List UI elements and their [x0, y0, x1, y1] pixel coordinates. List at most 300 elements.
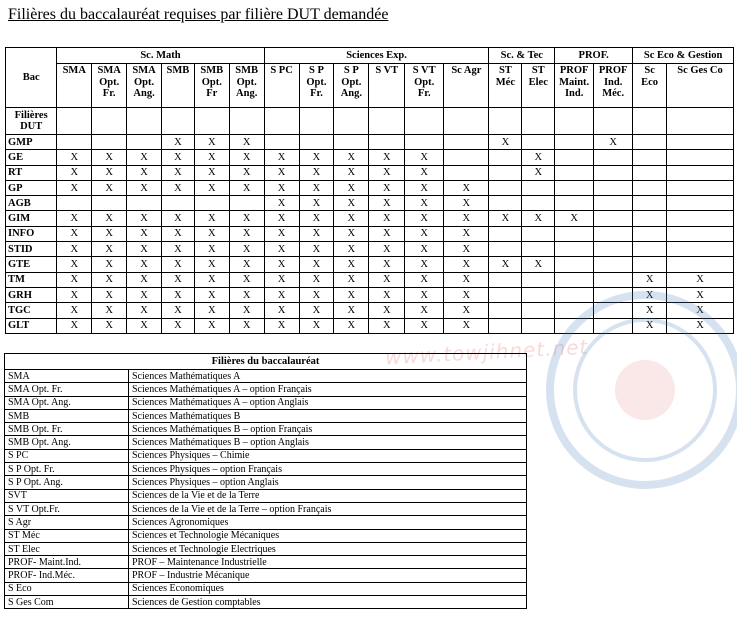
requirement-cell: X: [444, 180, 489, 195]
legend-row: [5, 582, 527, 595]
column-header-line: S VT: [412, 65, 436, 76]
requirement-cell: X: [405, 180, 444, 195]
filieres-label: Filières: [14, 109, 48, 121]
requirement-cell: X: [334, 318, 369, 333]
requirement-cell: [594, 150, 633, 165]
legend-code: SMB Opt. Fr.: [5, 423, 129, 436]
requirement-cell: X: [444, 257, 489, 272]
column-header-line: Fr.: [310, 88, 323, 99]
requirement-cell: X: [194, 287, 229, 302]
requirement-cell: X: [334, 257, 369, 272]
requirement-cell: X: [57, 272, 92, 287]
requirement-cell: [633, 196, 667, 211]
empty-header-cell: [229, 108, 264, 135]
requirement-cell: X: [369, 165, 405, 180]
empty-header-cell: [299, 108, 334, 135]
requirement-cell: [555, 226, 594, 241]
requirement-cell: X: [127, 242, 162, 257]
legend-description: Sciences et Technologie Mécaniques: [129, 529, 527, 542]
requirement-cell: [489, 242, 522, 257]
dut-name: TM: [6, 272, 57, 287]
column-header-line: Fr: [206, 88, 218, 99]
requirement-cell: X: [299, 303, 334, 318]
requirement-cell: X: [194, 272, 229, 287]
requirement-cell: X: [194, 180, 229, 195]
column-header-line: Ind.: [603, 76, 623, 88]
column-header-line: Fr.: [417, 88, 431, 99]
legend-description: Sciences Mathématiques B – option Français: [129, 423, 527, 436]
requirement-cell: [489, 226, 522, 241]
requirement-cell: [264, 135, 299, 150]
requirement-cell: X: [489, 257, 522, 272]
requirement-cell: X: [264, 257, 299, 272]
requirement-cell: X: [633, 272, 667, 287]
requirement-cell: [594, 196, 633, 211]
legend-description: Sciences de la Vie et de la Terre: [129, 489, 527, 502]
group-header: Sciences Exp.: [264, 48, 489, 64]
requirement-cell: X: [92, 165, 127, 180]
requirement-cell: X: [229, 272, 264, 287]
legend-row: [5, 556, 527, 569]
requirement-cell: X: [92, 257, 127, 272]
column-header-line: Sc Ges Co: [677, 65, 723, 76]
requirement-cell: [522, 196, 555, 211]
group-header-row: [6, 48, 734, 64]
legend-description: Sciences Mathématiques A – option Anglais: [129, 396, 527, 409]
legend-row: [5, 396, 527, 409]
requirement-cell: [489, 165, 522, 180]
column-header-line: SMA: [97, 65, 121, 76]
requirement-cell: X: [127, 226, 162, 241]
requirement-cell: X: [229, 165, 264, 180]
requirement-cell: X: [229, 318, 264, 333]
requirement-cell: X: [405, 272, 444, 287]
column-header-line: SMA: [62, 65, 86, 76]
requirement-cell: [594, 303, 633, 318]
requirement-cell: X: [334, 150, 369, 165]
bac-header: Bac: [6, 48, 57, 108]
column-header-line: Ind.: [564, 88, 584, 99]
column-header-line: SMB: [166, 65, 190, 76]
requirement-cell: [667, 196, 734, 211]
requirement-cell: X: [92, 242, 127, 257]
requirement-cell: [522, 318, 555, 333]
column-header-line: Opt.: [236, 76, 257, 88]
column-header: [194, 64, 229, 108]
requirement-cell: X: [299, 180, 334, 195]
column-header-line: S PC: [270, 65, 293, 76]
requirement-cell: [555, 257, 594, 272]
requirement-cell: X: [57, 318, 92, 333]
empty-header-cell: [555, 108, 594, 135]
requirement-cell: X: [299, 318, 334, 333]
requirement-cell: X: [127, 257, 162, 272]
requirement-cell: X: [264, 226, 299, 241]
requirement-cell: X: [369, 287, 405, 302]
requirement-cell: [667, 257, 734, 272]
legend-code: SMA: [5, 370, 129, 383]
requirement-cell: [633, 165, 667, 180]
column-header-line: Sc Agr: [451, 65, 482, 76]
requirement-cell: X: [369, 196, 405, 211]
requirement-cell: X: [264, 303, 299, 318]
legend-code: SMA Opt. Fr.: [5, 383, 129, 396]
requirement-cell: X: [264, 165, 299, 180]
legend-row: [5, 370, 527, 383]
group-header: Sc Eco & Gestion: [633, 48, 734, 64]
requirement-cell: X: [57, 150, 92, 165]
legend-row: [5, 409, 527, 422]
requirement-cell: X: [444, 272, 489, 287]
requirement-cell: X: [57, 165, 92, 180]
table-row: [6, 303, 734, 318]
dut-name: GLT: [6, 318, 57, 333]
column-header-line: Opt.: [341, 76, 362, 88]
legend-code: S P Opt. Fr.: [5, 463, 129, 476]
legend-row: [5, 502, 527, 515]
group-header: Sc. Math: [57, 48, 264, 64]
requirement-cell: X: [229, 150, 264, 165]
dut-name: AGB: [6, 196, 57, 211]
requirement-cell: X: [127, 303, 162, 318]
column-header-line: S P: [343, 65, 359, 76]
requirement-cell: X: [194, 257, 229, 272]
column-header-line: Opt.: [133, 76, 155, 88]
requirement-cell: [489, 272, 522, 287]
legend-header: Filières du baccalauréat: [5, 354, 527, 370]
column-header-line: Ang.: [340, 88, 362, 99]
column-header-line: Opt.: [99, 76, 120, 88]
empty-header-cell: [194, 108, 229, 135]
watermark-url: www.towjihnet.net: [384, 334, 589, 370]
column-header: [334, 64, 369, 108]
empty-header-cell: [264, 108, 299, 135]
requirement-cell: X: [667, 318, 734, 333]
requirement-cell: X: [57, 303, 92, 318]
requirement-cell: X: [522, 257, 555, 272]
requirement-cell: X: [264, 196, 299, 211]
requirement-cell: X: [444, 196, 489, 211]
empty-header-cell: [405, 108, 444, 135]
legend-description: PROF – Maintenance Industrielle: [129, 556, 527, 569]
requirement-cell: [633, 135, 667, 150]
requirement-cell: [489, 287, 522, 302]
empty-header-cell: [489, 108, 522, 135]
requirement-cell: X: [92, 211, 127, 226]
dut-name: GE: [6, 150, 57, 165]
table-row: [6, 180, 734, 195]
requirement-cell: X: [229, 180, 264, 195]
requirement-cell: [594, 287, 633, 302]
dut-name: GP: [6, 180, 57, 195]
requirement-cell: [594, 180, 633, 195]
legend-description: Sciences Mathématiques A – option Français: [129, 383, 527, 396]
requirement-cell: [555, 180, 594, 195]
column-header: [555, 64, 594, 108]
requirement-cell: [633, 257, 667, 272]
requirement-cell: X: [162, 303, 195, 318]
requirement-cell: X: [127, 211, 162, 226]
table-row: [6, 287, 734, 302]
requirement-cell: [522, 287, 555, 302]
column-header-line: Elec: [528, 76, 548, 88]
requirement-cell: X: [127, 180, 162, 195]
requirement-cell: X: [299, 150, 334, 165]
requirement-cell: [489, 150, 522, 165]
requirement-cell: [489, 303, 522, 318]
requirement-cell: X: [334, 303, 369, 318]
table-row: [6, 318, 734, 333]
requirement-cell: [522, 180, 555, 195]
legend-description: PROF – Industrie Mécanique: [129, 569, 527, 582]
requirement-cell: X: [489, 135, 522, 150]
requirement-cell: X: [369, 242, 405, 257]
requirement-cell: X: [369, 150, 405, 165]
legend-description: Sciences de la Vie et de la Terre – option Français: [129, 502, 527, 515]
column-header-line: Eco: [641, 76, 659, 88]
column-header-line: Opt.: [306, 76, 327, 88]
column-header-line: Ang.: [133, 88, 155, 99]
column-header-line: Sc: [644, 65, 655, 76]
column-header: [162, 64, 195, 108]
column-header-line: Maint.: [559, 76, 590, 88]
column-header-line: Méc.: [602, 88, 625, 99]
legend-description: Sciences Economiques: [129, 582, 527, 595]
requirement-cell: [444, 150, 489, 165]
requirement-cell: X: [162, 211, 195, 226]
legend-description: Sciences Mathématiques B: [129, 409, 527, 422]
column-header: [299, 64, 334, 108]
requirement-cell: X: [162, 318, 195, 333]
requirement-cell: X: [405, 211, 444, 226]
requirement-cell: X: [264, 318, 299, 333]
requirement-cell: X: [194, 165, 229, 180]
requirement-cell: X: [369, 257, 405, 272]
legend-code: SMB: [5, 409, 129, 422]
requirement-cell: X: [405, 303, 444, 318]
requirement-cell: X: [299, 272, 334, 287]
requirement-cell: X: [369, 303, 405, 318]
legend-row: [5, 476, 527, 489]
requirement-cell: [667, 150, 734, 165]
requirement-cell: X: [264, 272, 299, 287]
dut-name: GTE: [6, 257, 57, 272]
requirement-cell: X: [57, 211, 92, 226]
requirement-cell: [522, 226, 555, 241]
empty-header-cell: [92, 108, 127, 135]
table-row: [6, 150, 734, 165]
legend-code: S Agr: [5, 516, 129, 529]
requirement-cell: [633, 180, 667, 195]
requirement-cell: [594, 242, 633, 257]
table-row: [6, 226, 734, 241]
requirement-cell: X: [444, 287, 489, 302]
dut-name: GMP: [6, 135, 57, 150]
column-header-line: SMB: [235, 65, 259, 76]
requirement-cell: [555, 242, 594, 257]
dut-name: STID: [6, 242, 57, 257]
requirement-cell: [594, 165, 633, 180]
column-header-line: PROF: [559, 65, 589, 76]
group-header: Sc. & Tec: [489, 48, 555, 64]
requirement-cell: X: [522, 211, 555, 226]
page-title: Filières du baccalauréat requises par filière DUT demandée: [8, 6, 389, 23]
legend-code: SVT: [5, 489, 129, 502]
requirement-cell: [489, 318, 522, 333]
requirement-cell: X: [405, 150, 444, 165]
column-header-line: Opt.: [414, 76, 435, 88]
requirement-cell: [92, 196, 127, 211]
requirement-cell: X: [594, 135, 633, 150]
requirement-cell: X: [162, 180, 195, 195]
requirement-cell: [594, 211, 633, 226]
requirement-cell: X: [633, 303, 667, 318]
requirement-cell: X: [127, 272, 162, 287]
requirement-cell: [555, 318, 594, 333]
requirement-cell: X: [229, 226, 264, 241]
dut-name: INFO: [6, 226, 57, 241]
requirement-cell: X: [57, 287, 92, 302]
table-row: [6, 165, 734, 180]
legend-description: Sciences Physiques – option Anglais: [129, 476, 527, 489]
requirement-cell: [444, 165, 489, 180]
requirement-cell: X: [92, 318, 127, 333]
requirement-cell: X: [229, 135, 264, 150]
requirement-cell: [299, 135, 334, 150]
requirement-cell: X: [162, 272, 195, 287]
requirement-cell: [92, 135, 127, 150]
requirement-cell: X: [299, 257, 334, 272]
legend-row: [5, 489, 527, 502]
requirement-cell: [522, 135, 555, 150]
requirement-cell: X: [522, 150, 555, 165]
requirement-cell: X: [667, 272, 734, 287]
requirement-cell: X: [229, 287, 264, 302]
requirement-cell: X: [162, 257, 195, 272]
requirement-cell: [555, 196, 594, 211]
requirement-cell: X: [667, 287, 734, 302]
column-header: [369, 64, 405, 108]
legend-code: PROF- Ind.Méc.: [5, 569, 129, 582]
dut-name: GRH: [6, 287, 57, 302]
column-header-line: ST: [531, 65, 545, 76]
empty-header-cell: [127, 108, 162, 135]
requirement-cell: [633, 211, 667, 226]
requirement-cell: X: [194, 150, 229, 165]
requirement-cell: X: [162, 287, 195, 302]
requirement-cell: X: [57, 242, 92, 257]
requirement-cell: X: [162, 226, 195, 241]
requirement-cell: X: [444, 318, 489, 333]
empty-header-cell: [594, 108, 633, 135]
requirement-cell: X: [92, 272, 127, 287]
column-header: [229, 64, 264, 108]
filieres-dut-header: [6, 108, 57, 135]
legend-description: Sciences Mathématiques B – option Anglais: [129, 436, 527, 449]
requirement-cell: X: [489, 211, 522, 226]
requirement-cell: X: [334, 196, 369, 211]
requirement-cell: [667, 180, 734, 195]
table-row: [6, 211, 734, 226]
legend-code: S P Opt. Ang.: [5, 476, 129, 489]
legend-row: [5, 436, 527, 449]
legend-table: [4, 353, 527, 609]
requirement-cell: [369, 135, 405, 150]
requirement-cell: X: [229, 303, 264, 318]
dut-label: DUT: [20, 121, 43, 132]
column-header: [405, 64, 444, 108]
requirement-cell: [633, 226, 667, 241]
requirement-cell: X: [162, 135, 195, 150]
requirement-cell: X: [334, 211, 369, 226]
requirement-cell: [229, 196, 264, 211]
requirement-cell: X: [229, 211, 264, 226]
requirement-cell: X: [57, 226, 92, 241]
requirement-cell: X: [299, 196, 334, 211]
requirement-cell: X: [405, 287, 444, 302]
requirement-cell: [555, 135, 594, 150]
requirement-cell: [667, 211, 734, 226]
requirement-cell: [555, 272, 594, 287]
empty-header-cell: [369, 108, 405, 135]
requirement-cell: X: [264, 242, 299, 257]
requirement-cell: [489, 196, 522, 211]
requirement-cell: X: [633, 318, 667, 333]
requirement-cell: X: [229, 242, 264, 257]
requirement-cell: X: [299, 226, 334, 241]
legend-code: S PC: [5, 449, 129, 462]
requirement-cell: X: [264, 180, 299, 195]
requirement-cell: X: [194, 226, 229, 241]
column-header: [489, 64, 522, 108]
empty-header-cell: [522, 108, 555, 135]
legend-row: [5, 569, 527, 582]
requirement-cell: [162, 196, 195, 211]
requirement-cell: X: [194, 242, 229, 257]
requirement-cell: X: [334, 226, 369, 241]
column-header: [92, 64, 127, 108]
legend-description: Sciences Mathématiques A: [129, 370, 527, 383]
legend-code: ST Méc: [5, 529, 129, 542]
requirement-cell: [127, 135, 162, 150]
requirement-cell: X: [194, 211, 229, 226]
requirement-cell: X: [369, 180, 405, 195]
requirement-cell: X: [194, 303, 229, 318]
requirement-cell: X: [57, 257, 92, 272]
requirement-cell: [633, 150, 667, 165]
column-header-line: S VT: [375, 65, 399, 76]
requirement-cell: X: [57, 180, 92, 195]
requirement-cell: X: [264, 287, 299, 302]
requirement-cell: X: [299, 165, 334, 180]
requirement-cell: [633, 242, 667, 257]
requirement-cell: X: [299, 211, 334, 226]
requirement-cell: X: [334, 180, 369, 195]
empty-header-cell: [334, 108, 369, 135]
legend-row: [5, 463, 527, 476]
requirement-cell: X: [92, 287, 127, 302]
requirement-cell: X: [369, 318, 405, 333]
legend-row: [5, 383, 527, 396]
requirement-cell: X: [127, 287, 162, 302]
column-header-line: Fr.: [102, 88, 116, 99]
requirement-cell: X: [162, 242, 195, 257]
column-header-line: SMB: [200, 65, 224, 76]
column-header-row: [6, 64, 734, 108]
dut-name: GIM: [6, 211, 57, 226]
legend-code: S Eco: [5, 582, 129, 595]
requirement-cell: [57, 135, 92, 150]
